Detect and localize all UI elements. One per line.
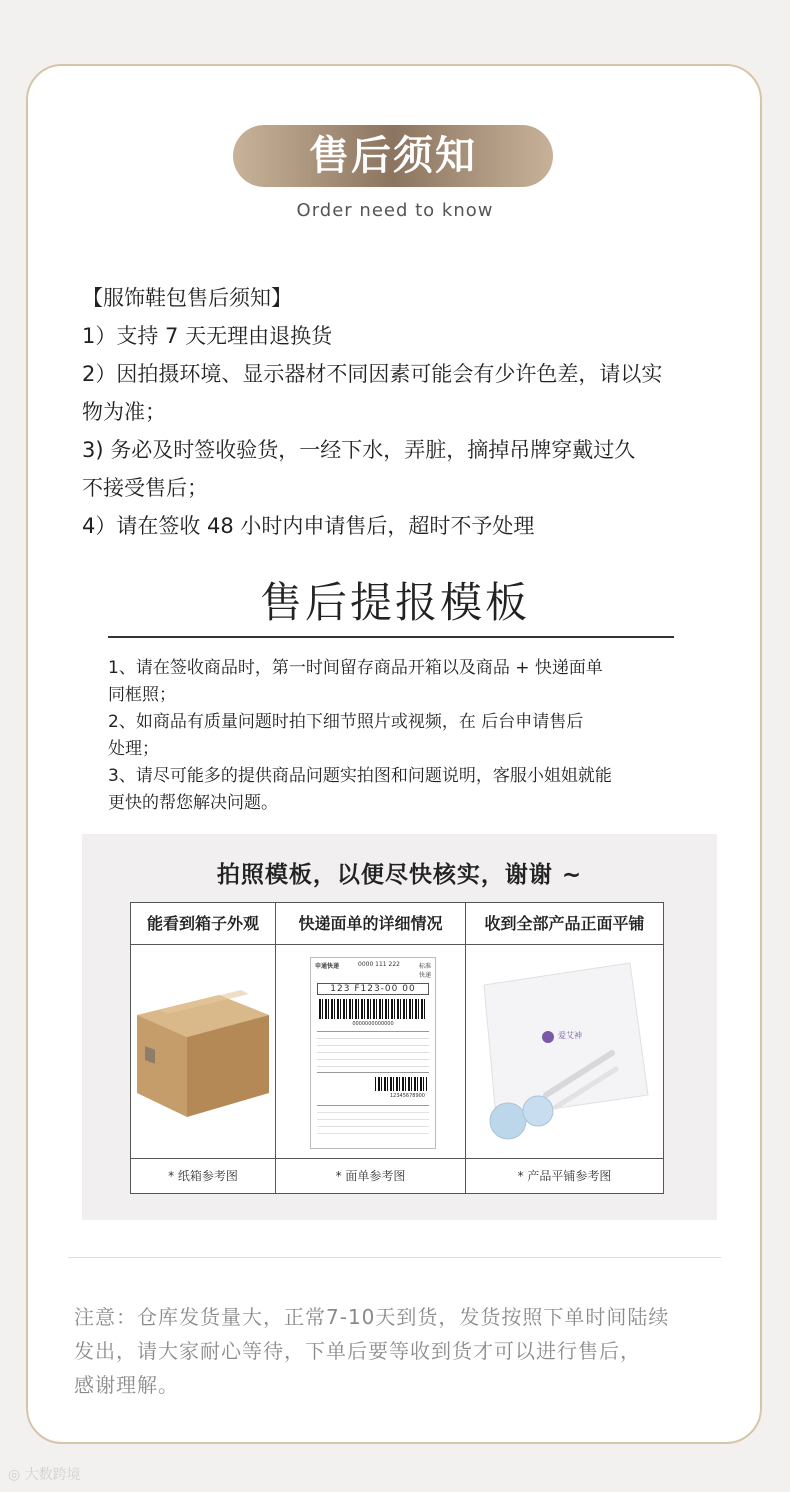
photo-template-grid xyxy=(130,902,664,1194)
page-title: 售后须知 xyxy=(233,125,553,187)
step-line: 3、请尽可能多的提供商品问题实拍图和问题说明，客服小姐姐就能 xyxy=(108,766,612,786)
waybill-barcode-number: 0000000000000 xyxy=(352,1021,394,1027)
waybill-number: 0000 111 222 xyxy=(358,961,400,968)
rules-section xyxy=(82,280,742,546)
waybill-code: 123 F123-00 00 xyxy=(317,983,429,995)
barcode-icon xyxy=(319,999,427,1019)
photo-template-title: 拍照模板，以便尽快核实，谢谢 ~ xyxy=(216,862,583,888)
column-header: 能看到箱子外观 xyxy=(131,903,275,945)
step-line: 处理； xyxy=(108,739,159,759)
waybill-card xyxy=(310,957,436,1149)
column-header: 快递面单的详细情况 xyxy=(276,903,465,945)
box-photo xyxy=(131,945,275,1159)
step-line: 同框照； xyxy=(108,685,176,705)
page-subtitle: Order need to know xyxy=(296,200,494,221)
watermark xyxy=(8,1464,81,1484)
column-caption: * 纸箱参考图 xyxy=(168,1169,238,1183)
product-brand-label: 爱艾神 xyxy=(558,1031,582,1040)
column-box xyxy=(131,903,275,1193)
cardboard-box-image xyxy=(131,945,275,1158)
watermark-logo-icon: ◎ xyxy=(8,1467,21,1483)
step-line: 2、如商品有质量问题时拍下细节照片或视频，在 后台申请售后 xyxy=(108,712,584,732)
template-title: 售后提报模板 xyxy=(259,578,530,627)
rule-line: 物为准； xyxy=(82,400,166,424)
waybill-company: 申通快递 xyxy=(315,963,340,970)
notice-line: 发出，请大家耐心等待，下单后要等收到货才可以进行售后， xyxy=(74,1339,641,1363)
waybill-type2: 快递 xyxy=(418,972,431,979)
section-divider xyxy=(68,1257,721,1258)
title-underline xyxy=(108,636,674,638)
rule-line: 2）因拍摄环境、显示器材不同因素可能会有少许色差，请以实 xyxy=(82,362,663,386)
products-photo xyxy=(466,945,663,1159)
product-flatlay-image xyxy=(466,945,663,1158)
watermark-text: 大数跨境 xyxy=(24,1467,81,1483)
rule-line: 1）支持 7 天无理由退换货 xyxy=(82,324,333,348)
rules-heading: 【服饰鞋包售后须知】 xyxy=(82,286,292,310)
notice-line: 感谢理解。 xyxy=(74,1373,179,1397)
photo-template-panel xyxy=(82,834,717,1220)
waybill-photo xyxy=(276,945,465,1159)
column-products xyxy=(465,903,663,1193)
waybill-address-block xyxy=(317,1031,429,1073)
rule-line: 不接受售后； xyxy=(82,476,208,500)
step-line: 1、请在签收商品时，第一时间留存商品开箱以及商品 + 快递面单 xyxy=(108,658,603,678)
barcode-icon xyxy=(375,1077,427,1091)
step-line: 更快的帮您解决问题。 xyxy=(108,793,278,813)
column-caption: * 产品平铺参考图 xyxy=(517,1169,612,1183)
waybill-small-code: 12345678900 xyxy=(390,1093,425,1099)
rule-line: 4）请在签收 48 小时内申请售后，超时不予处理 xyxy=(82,514,535,538)
waybill-footer-block xyxy=(317,1105,429,1134)
notice-line: 注意：仓库发货量大，正常7-10天到货，发货按照下单时间陆续 xyxy=(74,1305,670,1329)
rule-line: 3) 务必及时签收验货，一经下水，弄脏，摘掉吊牌穿戴过久 xyxy=(82,438,636,462)
column-waybill xyxy=(275,903,465,1193)
template-steps xyxy=(108,656,708,818)
waybill-type: 标准 xyxy=(418,963,431,970)
column-header: 收到全部产品正面平铺 xyxy=(466,903,663,945)
notice-section xyxy=(74,1300,724,1402)
column-caption: * 面单参考图 xyxy=(335,1169,406,1183)
